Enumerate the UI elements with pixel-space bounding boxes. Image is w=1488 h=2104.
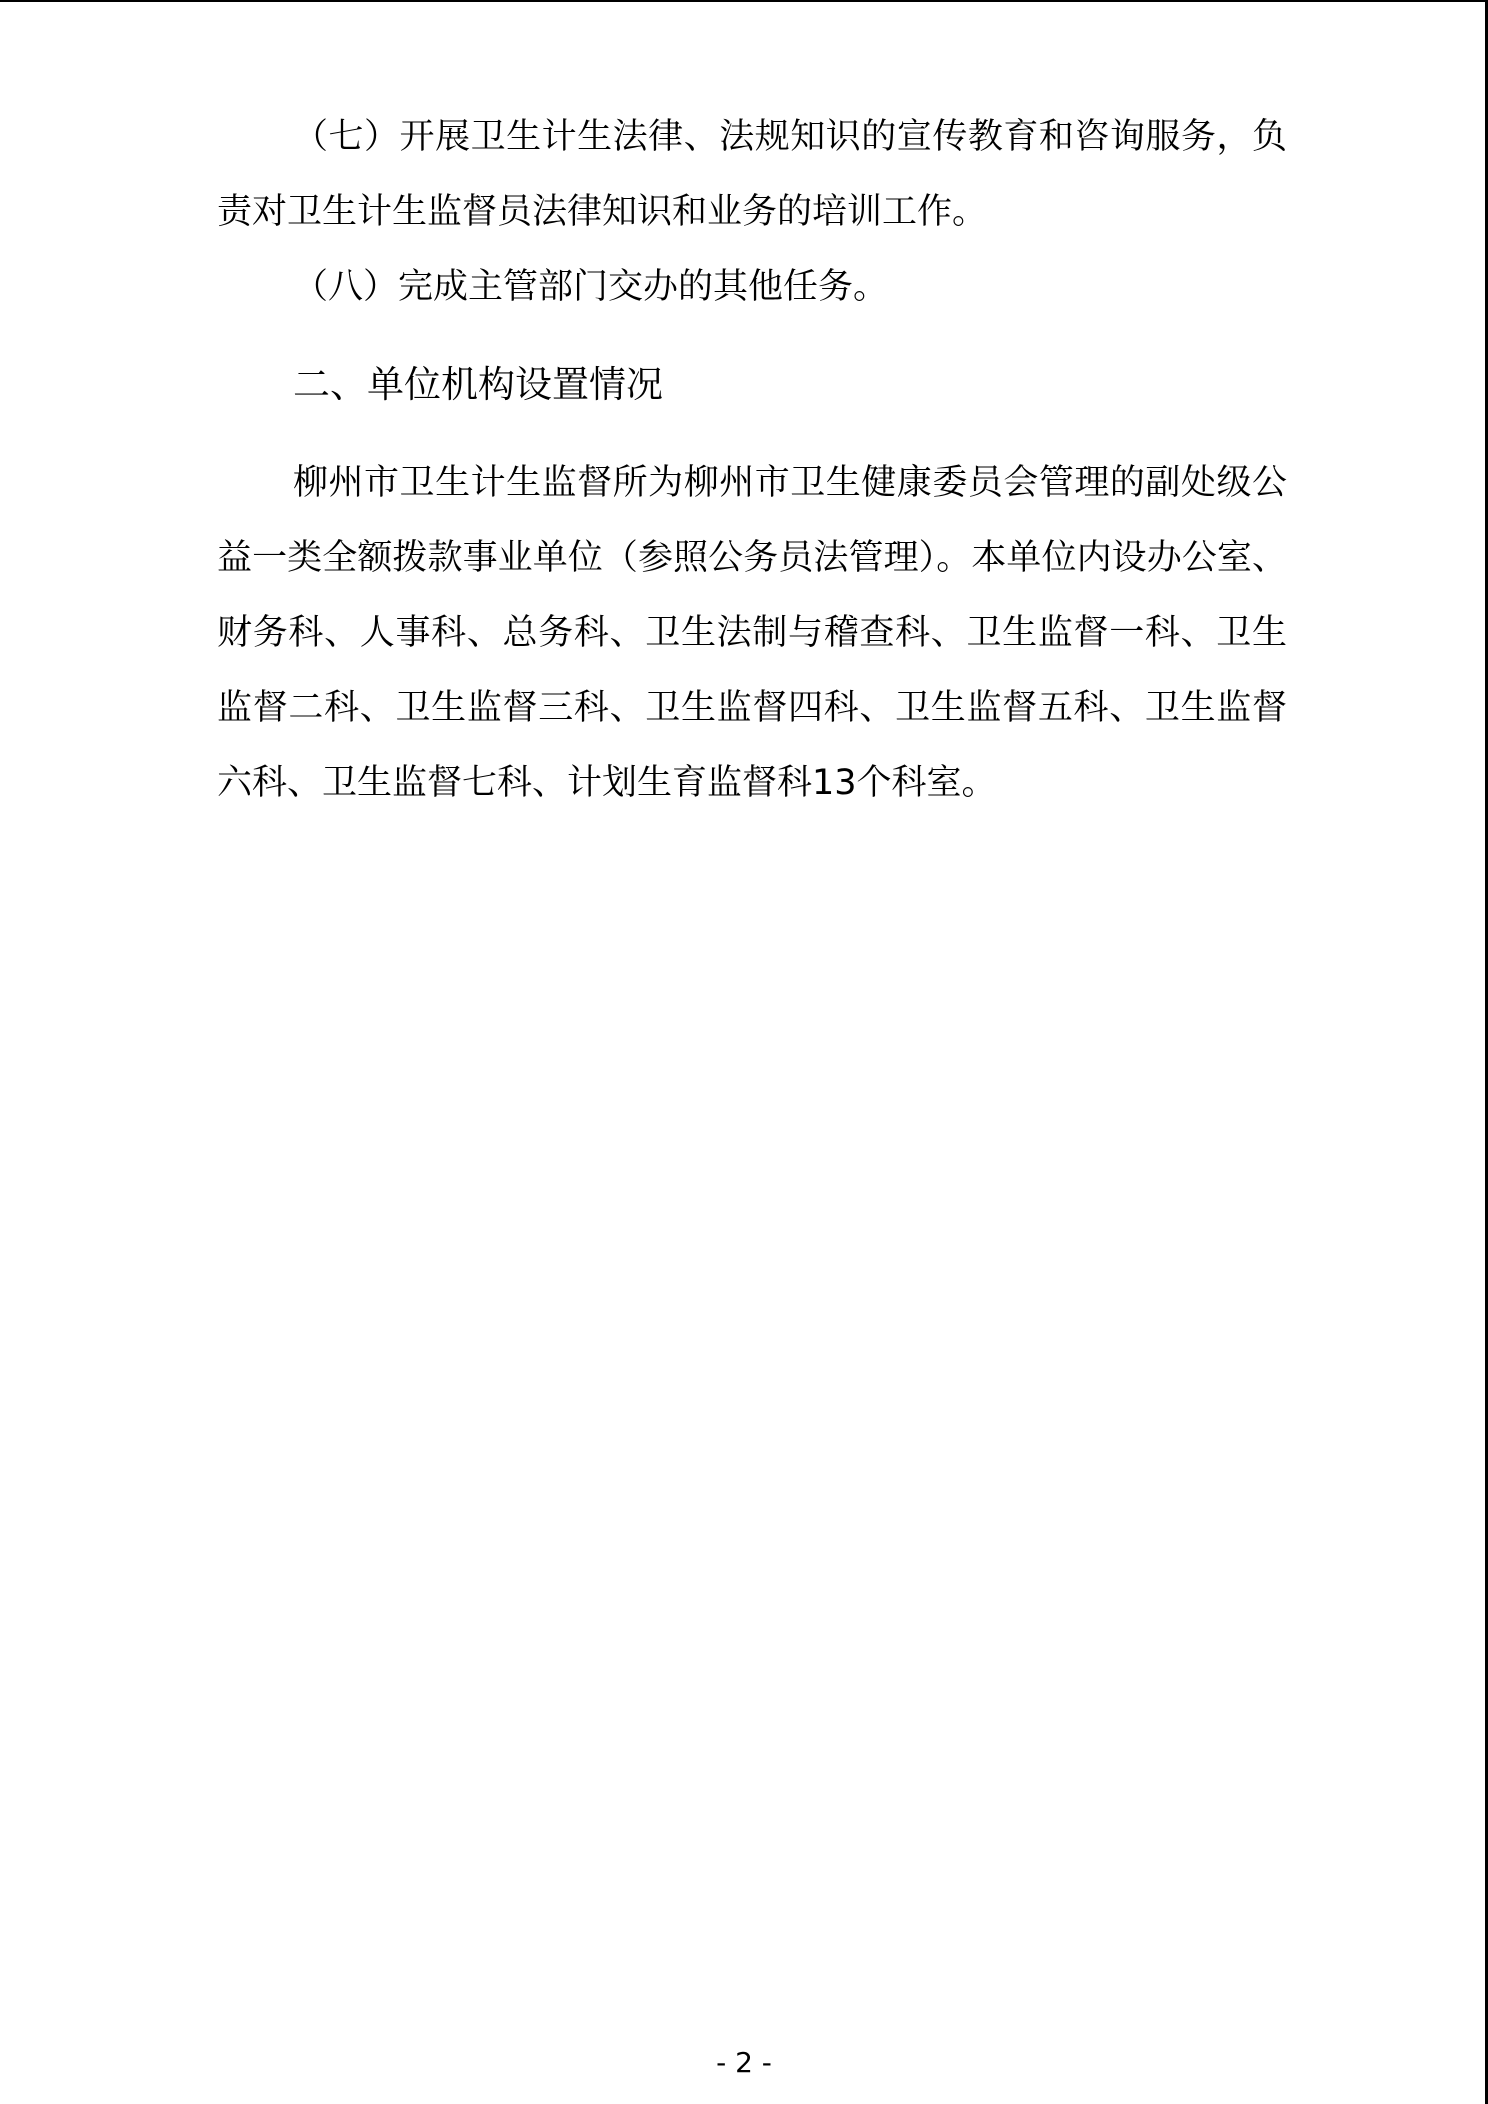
page-top-border [0, 0, 1488, 2]
page-number: - 2 - [716, 2046, 772, 2079]
section-body-paragraph: 柳州市卫生计生监督所为柳州市卫生健康委员会管理的副处级公益一类全额拨款事业单位（参照公务员法管理）。本单位内设办公室、财务科、人事科、总务科、卫生法制与稽查科、卫生监督一科、卫生监督二科、卫生监督三科、卫生监督四科、卫生监督五科、卫生监督六科、卫生监督七科、计划生育监督科13个科室。 [217, 463, 1287, 803]
paragraph-item-8: （八）完成主管部门交办的其他任务。 [293, 267, 889, 307]
section-heading: 二、单位机构设置情况 [293, 363, 663, 406]
paragraph-item-7: （七）开展卫生计生法律、法规知识的宣传教育和咨询服务，负责对卫生计生监督员法律知识和业务的培训工作。 [217, 117, 1287, 232]
document-body [217, 100, 1287, 821]
